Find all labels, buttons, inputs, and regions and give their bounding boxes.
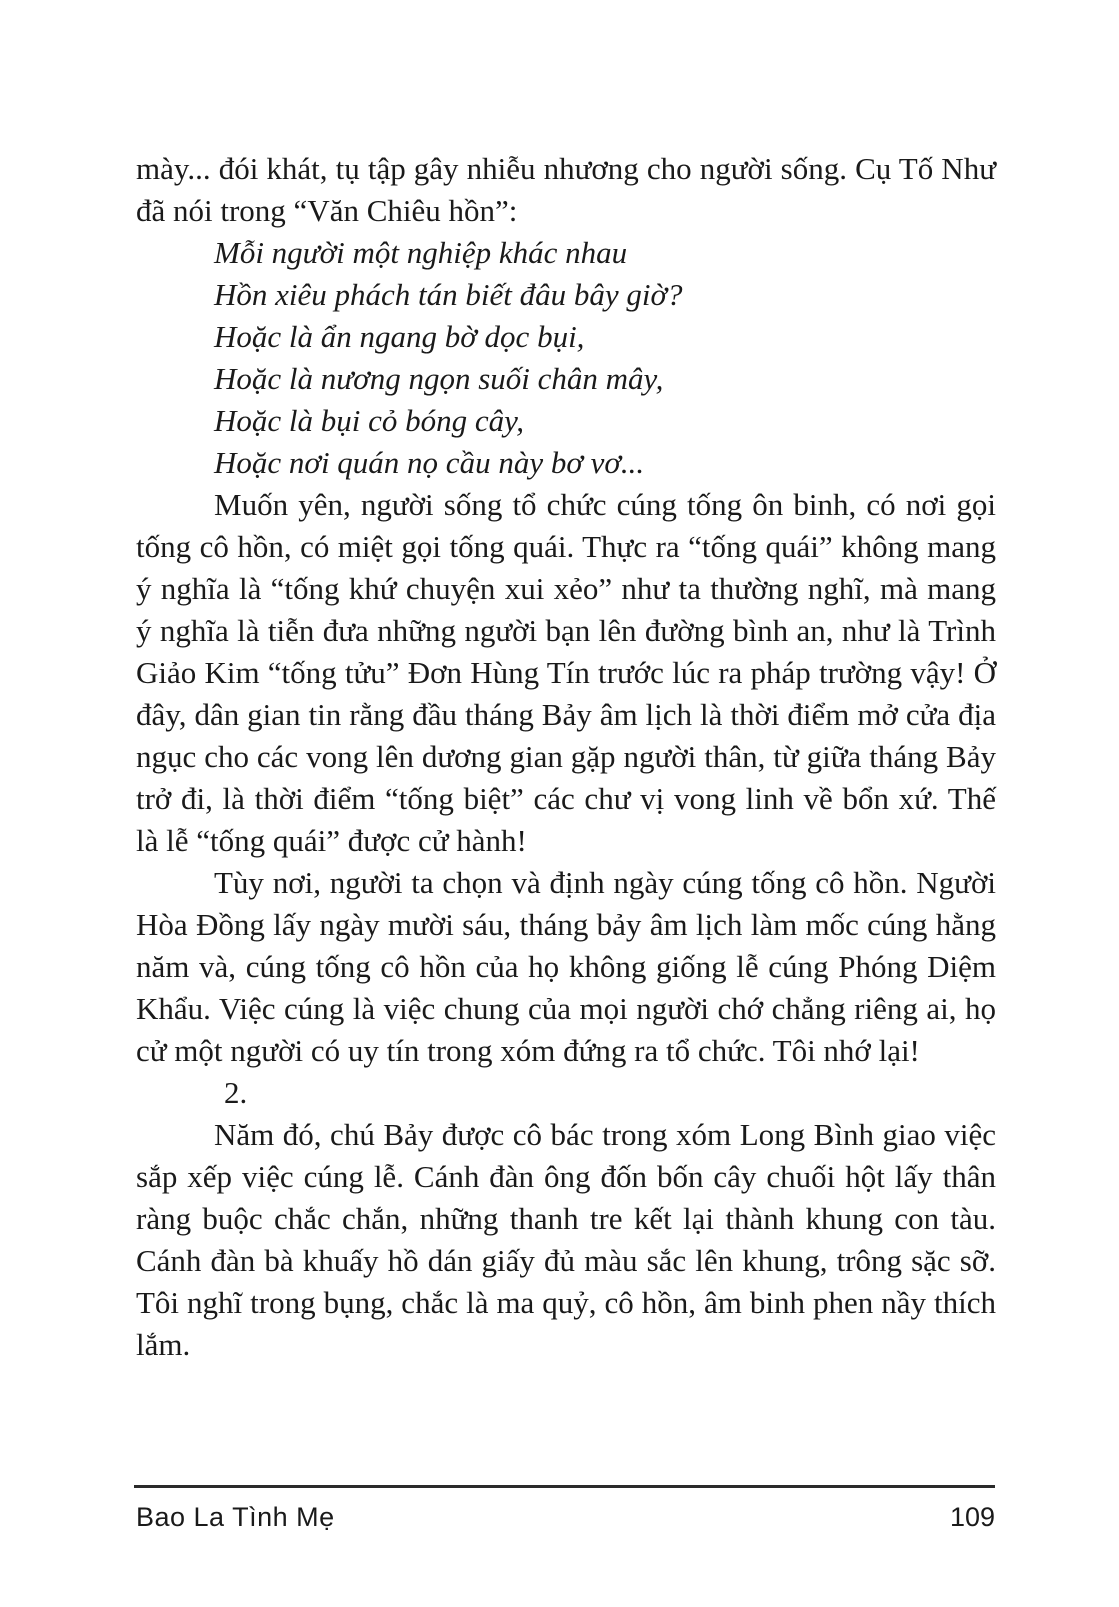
poem-line: Hoặc nơi quán nọ cầu này bơ vơ...	[214, 445, 645, 480]
poem-quote	[136, 232, 996, 484]
section-number: 2.	[224, 1075, 248, 1110]
footer-divider	[134, 1485, 995, 1488]
paragraph-intro: mày... đói khát, tụ tập gây nhiễu nhương cho người sống. Cụ Tố Như đã nói trong “Văn Chiêu hồn”:	[136, 151, 996, 228]
paragraph-tong-quai: Muốn yên, người sống tổ chức cúng tống ôn binh, có nơi gọi tống cô hồn, có miệt gọi tống quái. Thực ra “tống quái” không mang ý nghĩa là “tống khứ chuyện xui xẻo” như ta thường nghĩ, mà mang ý nghĩa là tiễn đưa những người bạn lên đường bình an, như là Trình Giảo Kim “tống tửu” Đơn Hùng Tín trước lúc ra pháp trường vậy! Ở đây, dân gian tin rằng đầu tháng Bảy âm lịch là thời điểm mở cửa địa ngục cho các vong lên dương gian gặp người thân, từ giữa tháng Bảy trở đi, là thời điểm “tống biệt” các chư vị vong linh về bổn xứ. Thế là lễ “tống quái” được cử hành!	[136, 487, 996, 858]
paragraph-hoa-dong: Tùy nơi, người ta chọn và định ngày cúng tống cô hồn. Người Hòa Đồng lấy ngày mười sáu, tháng bảy âm lịch làm mốc cúng hằng năm và, cúng tống cô hồn của họ không giống lễ cúng Phóng Diệm Khẩu. Việc cúng là việc chung của mọi người chớ chẳng riêng ai, họ cử một người có uy tín trong xóm đứng ra tổ chức. Tôi nhớ lại!	[136, 865, 996, 1068]
poem-line: Hoặc là ẩn ngang bờ dọc bụi,	[214, 319, 585, 354]
body-text	[136, 148, 996, 1366]
paragraph-long-binh: Năm đó, chú Bảy được cô bác trong xóm Long Bình giao việc sắp xếp việc cúng lễ. Cánh đàn ông đốn bốn cây chuối hột lấy thân ràng buộc chắc chắn, những thanh tre kết lại thành khung con tàu. Cánh đàn bà khuấy hồ dán giấy đủ màu sắc lên khung, trông sặc sỡ. Tôi nghĩ trong bụng, chắc là ma quỷ, cô hồn, âm binh phen nầy thích lắm.	[136, 1117, 996, 1362]
poem-line: Hoặc là nương ngọn suối chân mây,	[214, 361, 664, 396]
page-number: 109	[949, 1502, 995, 1532]
poem-line: Hồn xiêu phách tán biết đâu bây giờ?	[214, 277, 683, 312]
poem-line: Mỗi người một nghiệp khác nhau	[214, 235, 628, 270]
footer-book-title: Bao La Tình Mẹ	[136, 1502, 335, 1532]
poem-line: Hoặc là bụi cỏ bóng cây,	[214, 403, 524, 438]
